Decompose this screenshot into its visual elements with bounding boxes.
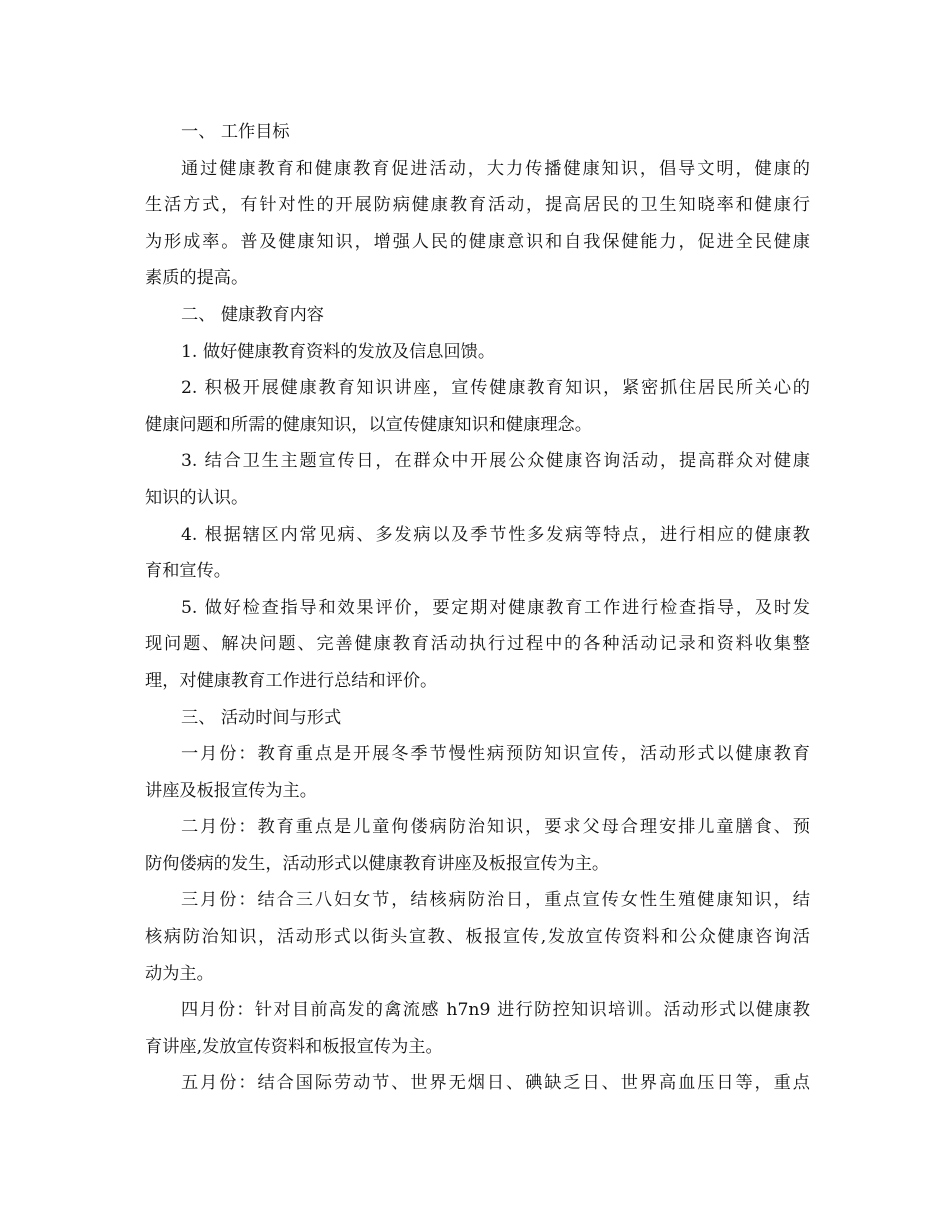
- paragraph-line: 核病防治知识，活动形式以街头宣教、板报宣传,发放宣传资料和公众健康咨询活: [145, 927, 810, 948]
- list-item-2: 2. 积极开展健康教育知识讲座，宣传健康教育知识，紧密抓住居民所关心的: [181, 378, 810, 399]
- list-item-1: 1. 做好健康教育资料的发放及信息回馈。: [181, 341, 496, 362]
- section-heading-health-education-content: 二、 健康教育内容: [181, 304, 324, 325]
- paragraph-line: 现问题、解决问题、完善健康教育活动执行过程中的各种活动记录和资料收集整: [145, 634, 810, 655]
- paragraph-line: 知识的认识。: [145, 487, 249, 508]
- paragraph-line: 通过健康教育和健康教育促进活动，大力传播健康知识，倡导文明，健康的: [181, 158, 810, 179]
- paragraph-line: 理，对健康教育工作进行总结和评价。: [145, 670, 438, 691]
- paragraph-line: 生活方式，有针对性的开展防病健康教育活动，提高居民的卫生知晓率和健康行: [145, 195, 810, 216]
- paragraph-line: 防佝偻病的发生，活动形式以健康教育讲座及板报宣传为主。: [145, 853, 610, 874]
- paragraph-line: 讲座及板报宣传为主。: [145, 780, 317, 801]
- paragraph-line: 为形成率。普及健康知识，增强人民的健康意识和自我保健能力，促进全民健康: [145, 231, 810, 252]
- month-march: 三月份：结合三八妇女节，结核病防治日，重点宣传女性生殖健康知识，结: [181, 890, 810, 911]
- month-april: 四月份：针对目前高发的禽流感 h7n9 进行防控知识培训。活动形式以健康教: [181, 1000, 810, 1021]
- paragraph-line: 健康问题和所需的健康知识，以宣传健康知识和健康理念。: [145, 414, 592, 435]
- list-item-5: 5. 做好检查指导和效果评价，要定期对健康教育工作进行检查指导，及时发: [181, 597, 810, 618]
- section-heading-work-goals: 一、 工作目标: [181, 122, 290, 142]
- paragraph-line: 育和宣传。: [145, 561, 231, 582]
- month-january: 一月份：教育重点是开展冬季节慢性病预防知识宣传，活动形式以健康教育: [181, 744, 810, 765]
- list-item-4: 4. 根据辖区内常见病、多发病以及季节性多发病等特点，进行相应的健康教: [181, 524, 810, 545]
- paragraph-line: 育讲座,发放宣传资料和板报宣传为主。: [145, 1036, 443, 1057]
- paragraph-line: 素质的提高。: [145, 268, 249, 289]
- list-item-3: 3. 结合卫生主题宣传日，在群众中开展公众健康咨询活动，提高群众对健康: [181, 451, 810, 472]
- document-body: [145, 114, 810, 1102]
- section-heading-activity-time-and-form: 三、 活动时间与形式: [181, 707, 342, 728]
- month-may: 五月份：结合国际劳动节、世界无烟日、碘缺乏日、世界高血压日等，重点: [181, 1073, 810, 1094]
- paragraph-line: 动为主。: [145, 963, 214, 984]
- month-february: 二月份：教育重点是儿童佝偻病防治知识，要求父母合理安排儿童膳食、预: [181, 817, 810, 838]
